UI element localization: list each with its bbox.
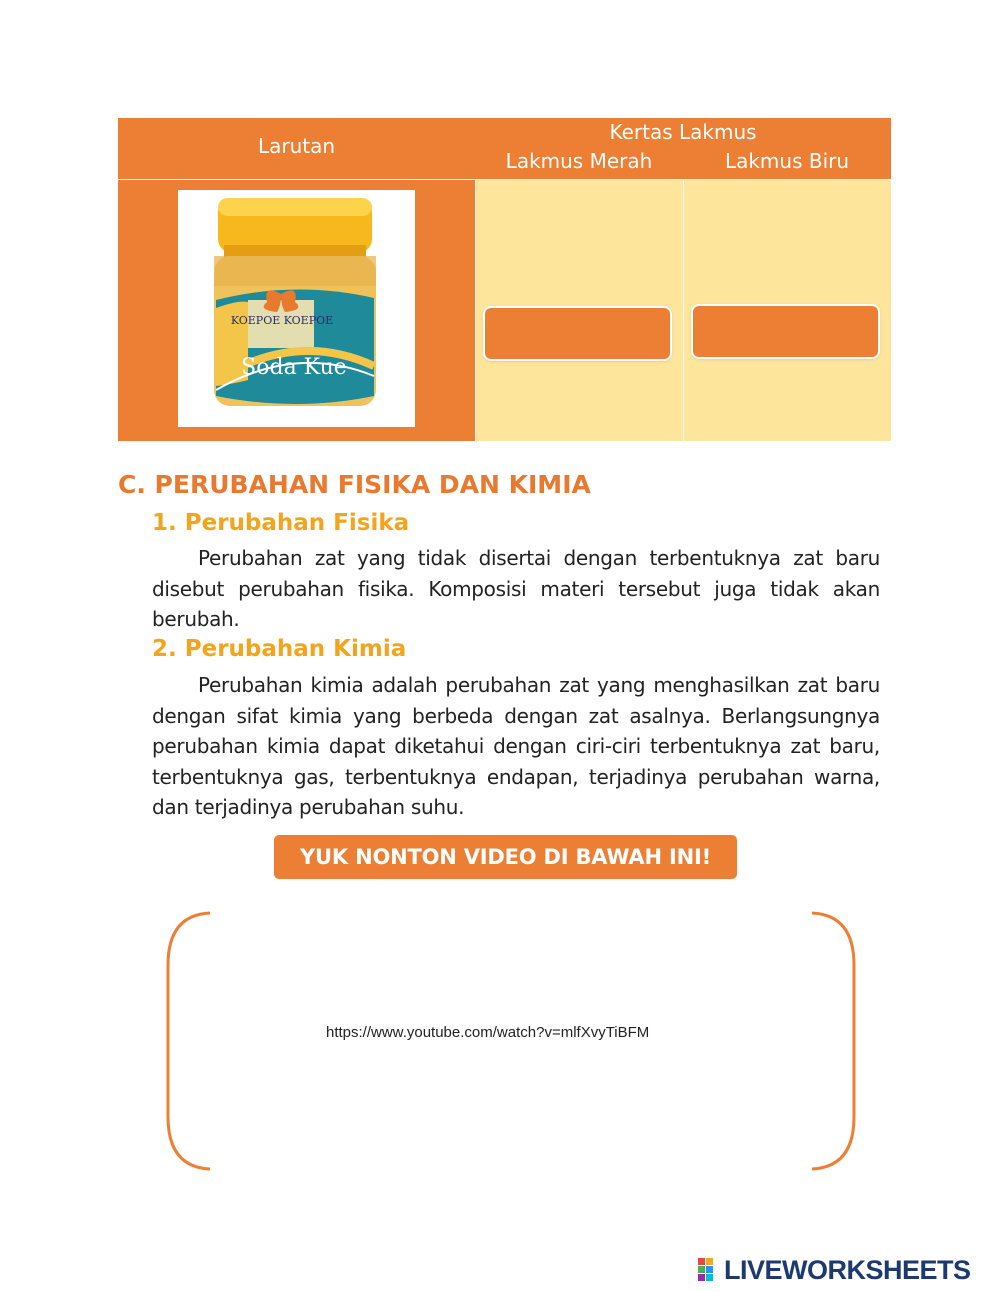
subsection-title-kimia: 2. Perubahan Kimia: [152, 636, 407, 662]
video-frame-brackets: [150, 905, 870, 1177]
liveworksheets-logo-icon: [698, 1256, 722, 1284]
liveworksheets-logo-text: LIVEWORKSHEETS: [724, 1254, 971, 1285]
soda-kue-image: [178, 190, 415, 427]
column-header-lakmus-merah: Lakmus Merah: [505, 149, 653, 173]
column-header-kertas-lakmus: Kertas Lakmus: [609, 120, 757, 144]
liveworksheets-logo[interactable]: [698, 1253, 971, 1287]
section-title: C. PERUBAHAN FISIKA DAN KIMIA: [118, 470, 591, 499]
lakmus-biru-answer-box[interactable]: [693, 306, 878, 357]
video-link[interactable]: https://www.youtube.com/watch?v=mlfXvyTiBFM: [326, 1024, 650, 1041]
paragraph-fisika: [152, 543, 880, 635]
larutan-cell: [118, 180, 475, 441]
column-header-larutan: Larutan: [257, 134, 336, 158]
video-banner: YUK NONTON VIDEO DI BAWAH INI!: [274, 835, 737, 879]
product-name-text: Soda Kue: [241, 355, 347, 380]
table-header: [118, 118, 891, 179]
lakmus-merah-answer-box[interactable]: [485, 308, 670, 359]
brand-logo-text: KOEPOE KOEPOE: [230, 314, 334, 327]
subsection-title-fisika: 1. Perubahan Fisika: [152, 510, 410, 536]
column-header-lakmus-biru: Lakmus Biru: [724, 149, 850, 173]
paragraph-kimia-text: Perubahan kimia adalah perubahan zat yang menghasilkan zat baru dengan sifat kimia yang berbeda dengan zat asalnya. Berlangsungnya perubahan kimia dapat diketahui dengan ciri-ciri terbentuknya zat baru, terbentuknya gas, terbentuknya endapan, terjadinya perubahan warna, dan terjadinya perubahan suhu.: [152, 673, 880, 819]
paragraph-kimia: [152, 670, 880, 823]
paragraph-fisika-text: Perubahan zat yang tidak disertai dengan terbentuknya zat baru disebut perubahan fisika. Komposisi materi tersebut juga tidak akan berubah.: [152, 546, 880, 631]
